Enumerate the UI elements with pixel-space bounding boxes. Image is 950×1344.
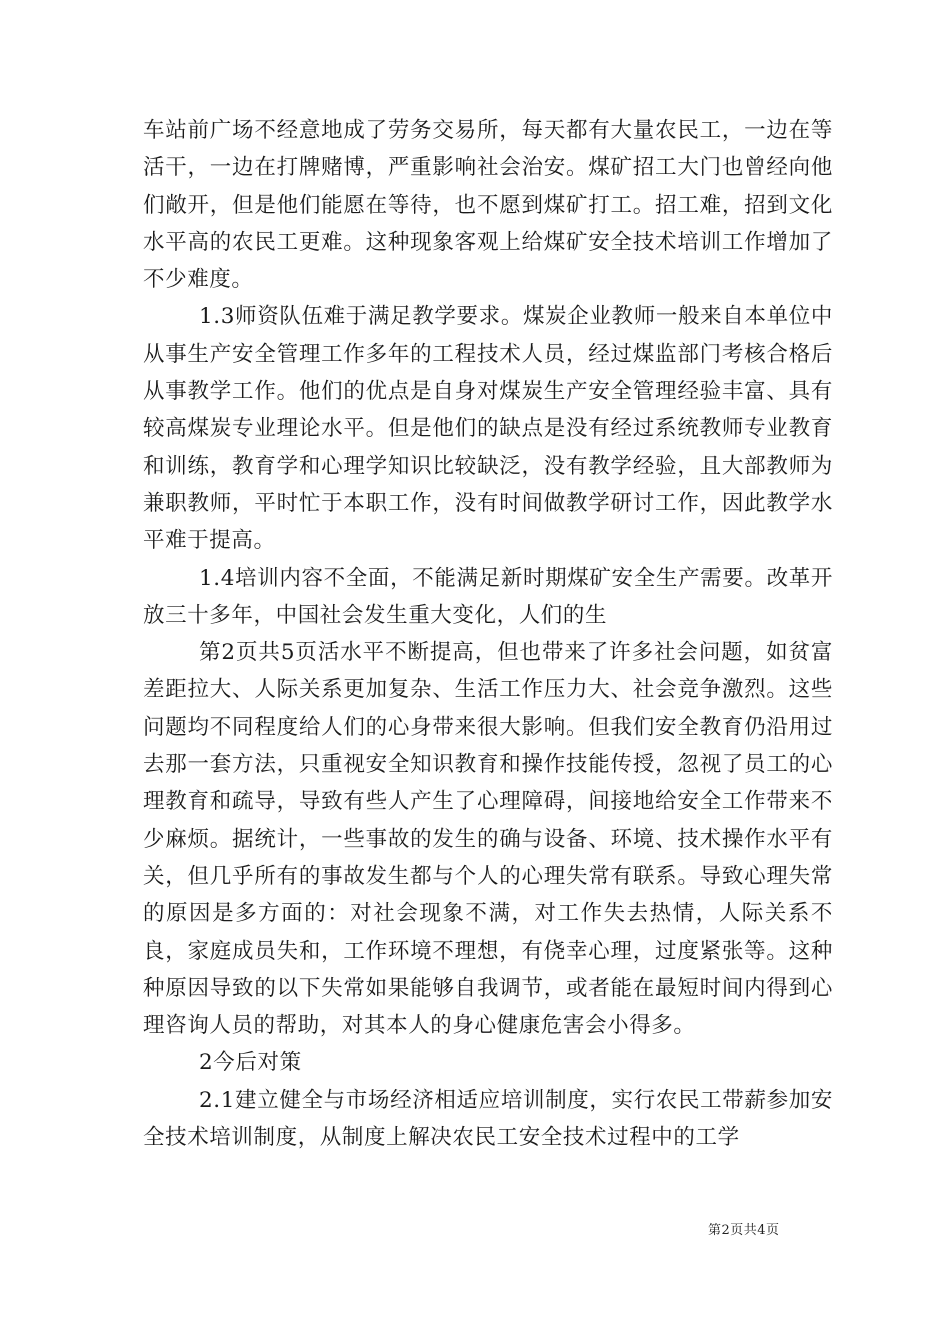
section-heading: 2今后对策: [199, 1050, 302, 1076]
paragraph-2: 1.3师资队伍难于满足教学要求。煤炭企业教师一般来自本单位中从事生产安全管理工作多年的工程技术人员，经过煤监部门考核合格后从事教学工作。他们的优点是自身对煤炭生产安全管理经验丰富、具有较高煤炭专业理论水平。但是他们的缺点是没有经过系统教师专业教育和训练，教育学和心理学知识比较缺泛，没有教学经验，且大部教师为兼职教师，平时忙于本职工作，没有时间做教学研讨工作，因此教学水平难于提高。: [143, 304, 833, 554]
paragraph-3: 1.4培训内容不全面，不能满足新时期煤矿安全生产需要。改革开放三十多年，中国社会发生重大变化，人们的生: [143, 565, 833, 628]
paragraph-4: 第2页共5页活水平不断提高，但也带来了许多社会问题，如贫富差距拉大、人际关系更加复杂、生活工作压力大、社会竞争激烈。这些问题均不同程度给人们的心身带来很大影响。但我们安全教育仍沿用过去那一套方法，只重视安全知识教育和操作技能传授，忽视了员工的心理教育和疏导，导致有些人产生了心理障碍，间接地给安全工作带来不少麻烦。据统计，一些事故的发生的确与设备、环境、技术操作水平有关，但几乎所有的事故发生都与个人的心理失常有联系。导致心理失常的原因是多方面的：对社会现象不满，对工作失去热情，人际关系不良，家庭成员失和，工作环境不理想，有侥幸心理，过度紧张等。这种种原因导致的以下失常如果能够自我调节，或者能在最短时间内得到心理咨询人员的帮助，对其本人的身心健康危害会小得多。: [143, 640, 833, 1039]
paragraph-1: 车站前广场不经意地成了劳务交易所，每天都有大量农民工，一边在等活干，一边在打牌赌博，严重影响社会治安。煤矿招工大门也曾经向他们敞开，但是他们能愿在等待，也不愿到煤矿打工。招工难，招到文化水平高的农民工更难。这种现象客观上给煤矿安全技术培训工作增加了不少难度。: [143, 118, 833, 293]
page-number-footer: 第2页共4页: [708, 1223, 780, 1238]
paragraph-5: 2.1建立健全与市场经济相适应培训制度，实行农民工带薪参加安全技术培训制度，从制度上解决农民工安全技术过程中的工学: [143, 1087, 833, 1151]
document-body: [143, 112, 833, 1156]
